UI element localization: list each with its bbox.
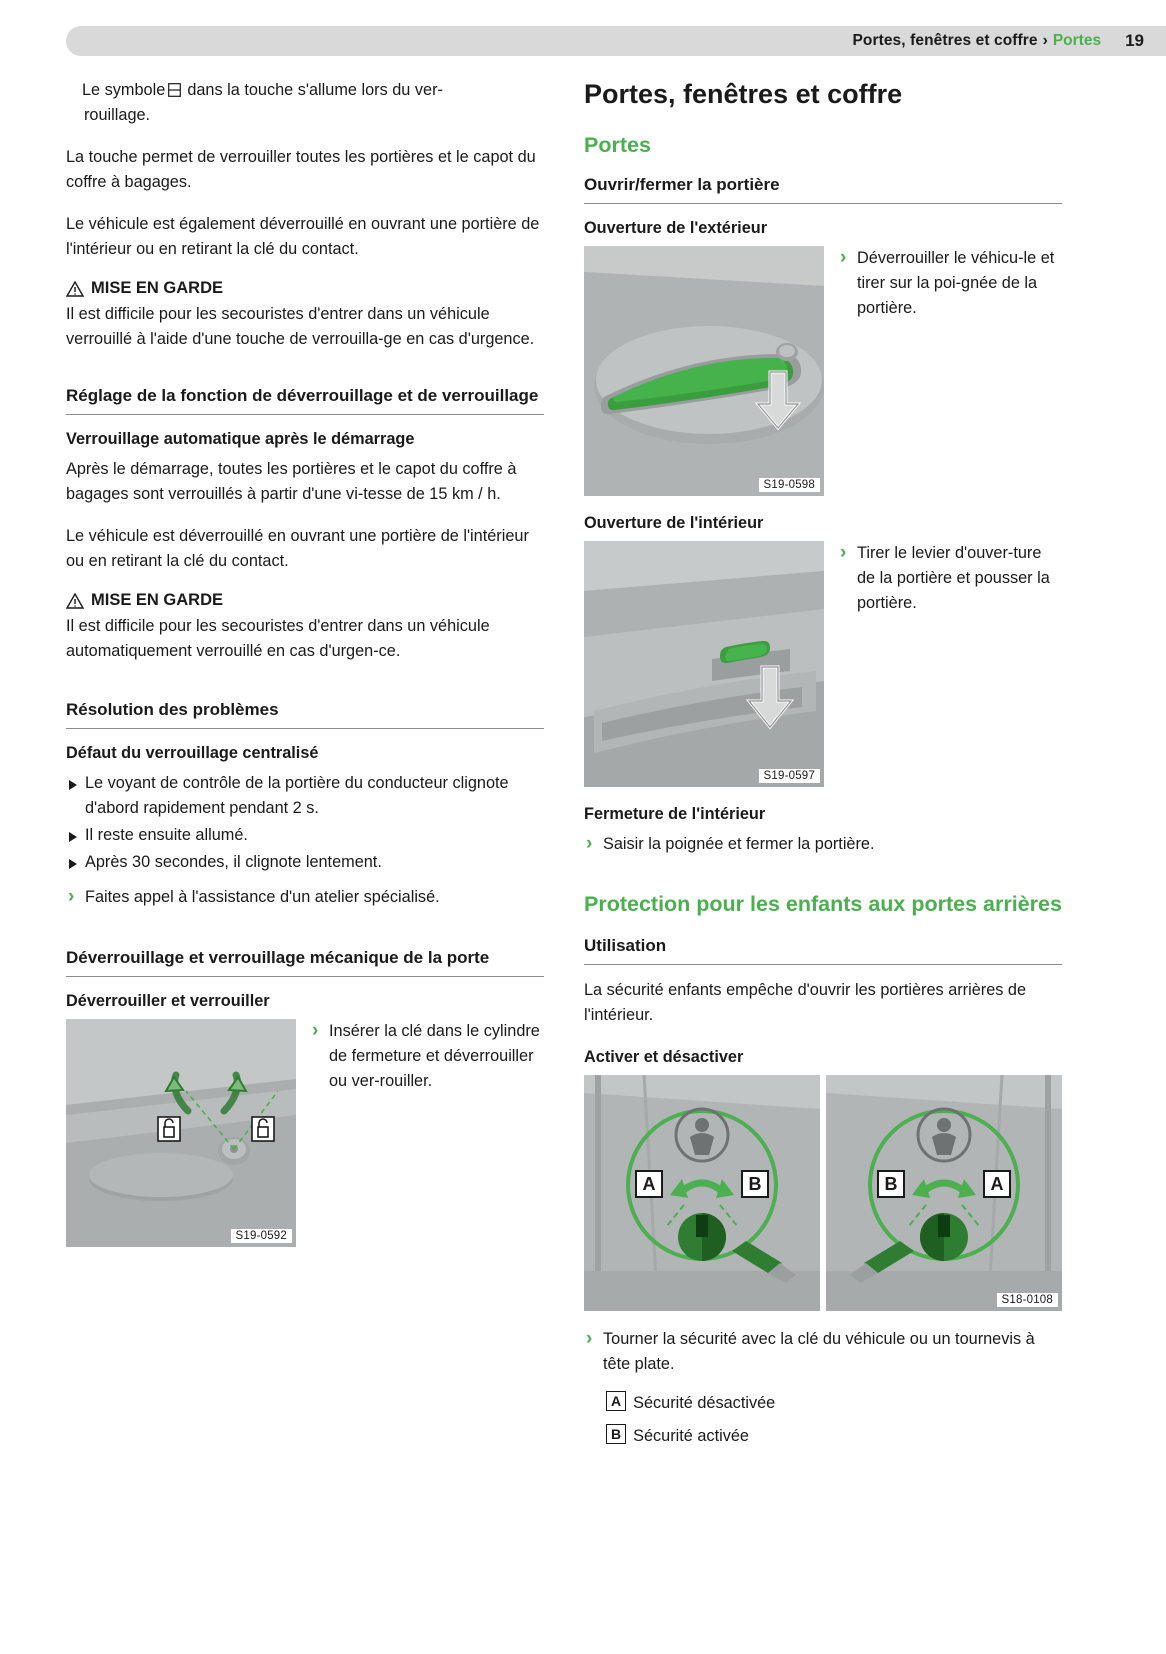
warning-1-text: Il est difficile pour les secouristes d'entrer dans un véhicule verrouillé à l'aide d'une touche de verrouilla-ge en cas d'urgence. xyxy=(66,305,535,348)
list-item: › Déverrouiller le véhicu-le et tirer sur la poi-gnée de la portière. xyxy=(838,246,1062,321)
warning-1-heading xyxy=(66,279,544,298)
list-item: › Tourner la sécurité avec la clé du véhicule ou un tournevis à tête plate. xyxy=(584,1327,1062,1377)
list-item: › Faites appel à l'assistance d'un atelier spécialisé. xyxy=(66,885,544,910)
figure-caption: S19-0597 xyxy=(759,769,820,783)
right-column xyxy=(584,78,1062,1457)
subheading-defaut: Défaut du verrouillage centralisé xyxy=(66,744,319,762)
legend-letter-b: B xyxy=(606,1424,626,1444)
warning-2-text: Il est difficile pour les secouristes d'entrer dans un véhicule automatiquement verrouillé en cas d'urgen-ce. xyxy=(66,617,490,660)
svg-text:A: A xyxy=(990,1174,1004,1194)
svg-text:B: B xyxy=(748,1174,762,1194)
legend-row-b xyxy=(584,1424,1062,1449)
list-item: › Saisir la poignée et fermer la portière. xyxy=(584,832,1062,857)
paragraph-unlock-door: Le véhicule est déverrouillé en ouvrant une portière de l'intérieur ou en retirant la clé du contact. xyxy=(66,527,529,570)
warning-1-title: MISE EN GARDE xyxy=(91,279,224,297)
defaut-action-list xyxy=(66,885,544,910)
list-item: Le voyant de contrôle de la portière du conducteur clignote d'abord rapidement pendant 2 s. xyxy=(66,771,544,821)
heading-mecanique: Déverrouillage et verrouillage mécanique de la porte xyxy=(66,946,544,977)
figure-exterior-instructions xyxy=(838,246,1062,496)
paragraph-securite-enfants: La sécurité enfants empêche d'ouvrir les portières arrières de l'intérieur. xyxy=(584,981,1027,1024)
breadcrumb: Portes, fenêtres et coffre xyxy=(852,32,1038,49)
warning-triangle-icon xyxy=(66,281,84,297)
subheading-deverrouiller: Déverrouiller et verrouiller xyxy=(66,992,270,1010)
figure-interior-row xyxy=(584,541,1062,787)
heading-ouvrir-fermer: Ouvrir/fermer la portière xyxy=(584,173,1062,204)
child-lock-action-list xyxy=(584,1327,1062,1377)
subheading-fermeture-interieur: Fermeture de l'intérieur xyxy=(584,805,766,823)
figure-door-lock-cylinder xyxy=(66,1019,296,1247)
paragraph-lock-button: La touche permet de verrouiller toutes les portières et le capot du coffre à bagages. xyxy=(66,148,536,191)
figure-lock-row xyxy=(66,1019,544,1247)
subheading-activer-desactiver: Activer et désactiver xyxy=(584,1048,744,1066)
figure-lock-instructions xyxy=(310,1019,544,1247)
figure-caption: S19-0592 xyxy=(231,1229,292,1243)
list-item: › Insérer la clé dans le cylindre de fermeture et déverrouiller ou ver-rouiller. xyxy=(310,1019,544,1094)
breadcrumb-section: Portes xyxy=(1052,32,1102,49)
page-header xyxy=(66,26,1166,56)
heading-resolution: Résolution des problèmes xyxy=(66,698,544,729)
figure-interior-door-lever xyxy=(584,541,824,787)
list-item: Il reste ensuite allumé. xyxy=(66,823,544,848)
subheading-ouverture-exterieur: Ouverture de l'extérieur xyxy=(584,219,768,237)
warning-triangle-icon xyxy=(66,593,84,609)
warning-block-1 xyxy=(66,279,544,352)
paragraph-unlock-inside: Le véhicule est également déverrouillé en ouvrant une portière de l'intérieur ou en retirant la clé du contact. xyxy=(66,215,540,258)
paragraph-after-start: Après le démarrage, toutes les portières et le capot du coffre à bagages sont verrouillés à partir d'une vi-tesse de 15 km / h. xyxy=(66,460,517,503)
intro-symbol-pre: Le symbole xyxy=(82,81,170,99)
svg-text:A: A xyxy=(642,1174,656,1194)
page-number: 19 xyxy=(1125,31,1144,50)
subheading-verrouillage-auto: Verrouillage automatique après le démarrage xyxy=(66,430,415,448)
subheading-ouverture-interieur: Ouverture de l'intérieur xyxy=(584,514,764,532)
intro-symbol-note xyxy=(66,78,544,128)
legend-text-a: Sécurité désactivée xyxy=(633,1394,776,1412)
list-item: › Tirer le levier d'ouver-ture de la portière et pousser la portière. xyxy=(838,541,1062,616)
intro-symbol-line2: rouillage. xyxy=(84,106,151,124)
figure-exterior-door-handle xyxy=(584,246,824,496)
heading-utilisation: Utilisation xyxy=(584,934,1062,965)
heading-reglage: Réglage de la fonction de déverrouillage et de verrouillage xyxy=(66,384,544,415)
warning-block-2 xyxy=(66,591,544,664)
defaut-bullet-list xyxy=(66,771,544,875)
section-heading-portes: Portes xyxy=(584,133,651,157)
figure-interior-instructions xyxy=(838,541,1062,787)
left-column xyxy=(66,78,544,1263)
figure-caption: S19-0598 xyxy=(759,478,820,492)
warning-2-title: MISE EN GARDE xyxy=(91,591,224,609)
fermeture-action-list xyxy=(584,832,1062,857)
figure-exterior-row xyxy=(584,246,1062,496)
lock-symbol-icon xyxy=(170,80,183,94)
list-item: Après 30 secondes, il clignote lentement. xyxy=(66,850,544,875)
figure-child-lock xyxy=(584,1075,1062,1311)
legend-row-a xyxy=(584,1391,1062,1416)
page-title: Portes, fenêtres et coffre xyxy=(584,79,903,109)
figure-caption: S18-0108 xyxy=(997,1293,1058,1307)
breadcrumb-separator: › xyxy=(1042,32,1048,49)
intro-symbol-post: dans la touche s'allume lors du ver- xyxy=(182,81,443,99)
section-heading-protection: Protection pour les enfants aux portes arrières xyxy=(584,892,1062,916)
svg-text:B: B xyxy=(884,1174,898,1194)
warning-2-heading xyxy=(66,591,544,610)
legend-letter-a: A xyxy=(606,1391,626,1411)
legend-text-b: Sécurité activée xyxy=(633,1427,749,1445)
